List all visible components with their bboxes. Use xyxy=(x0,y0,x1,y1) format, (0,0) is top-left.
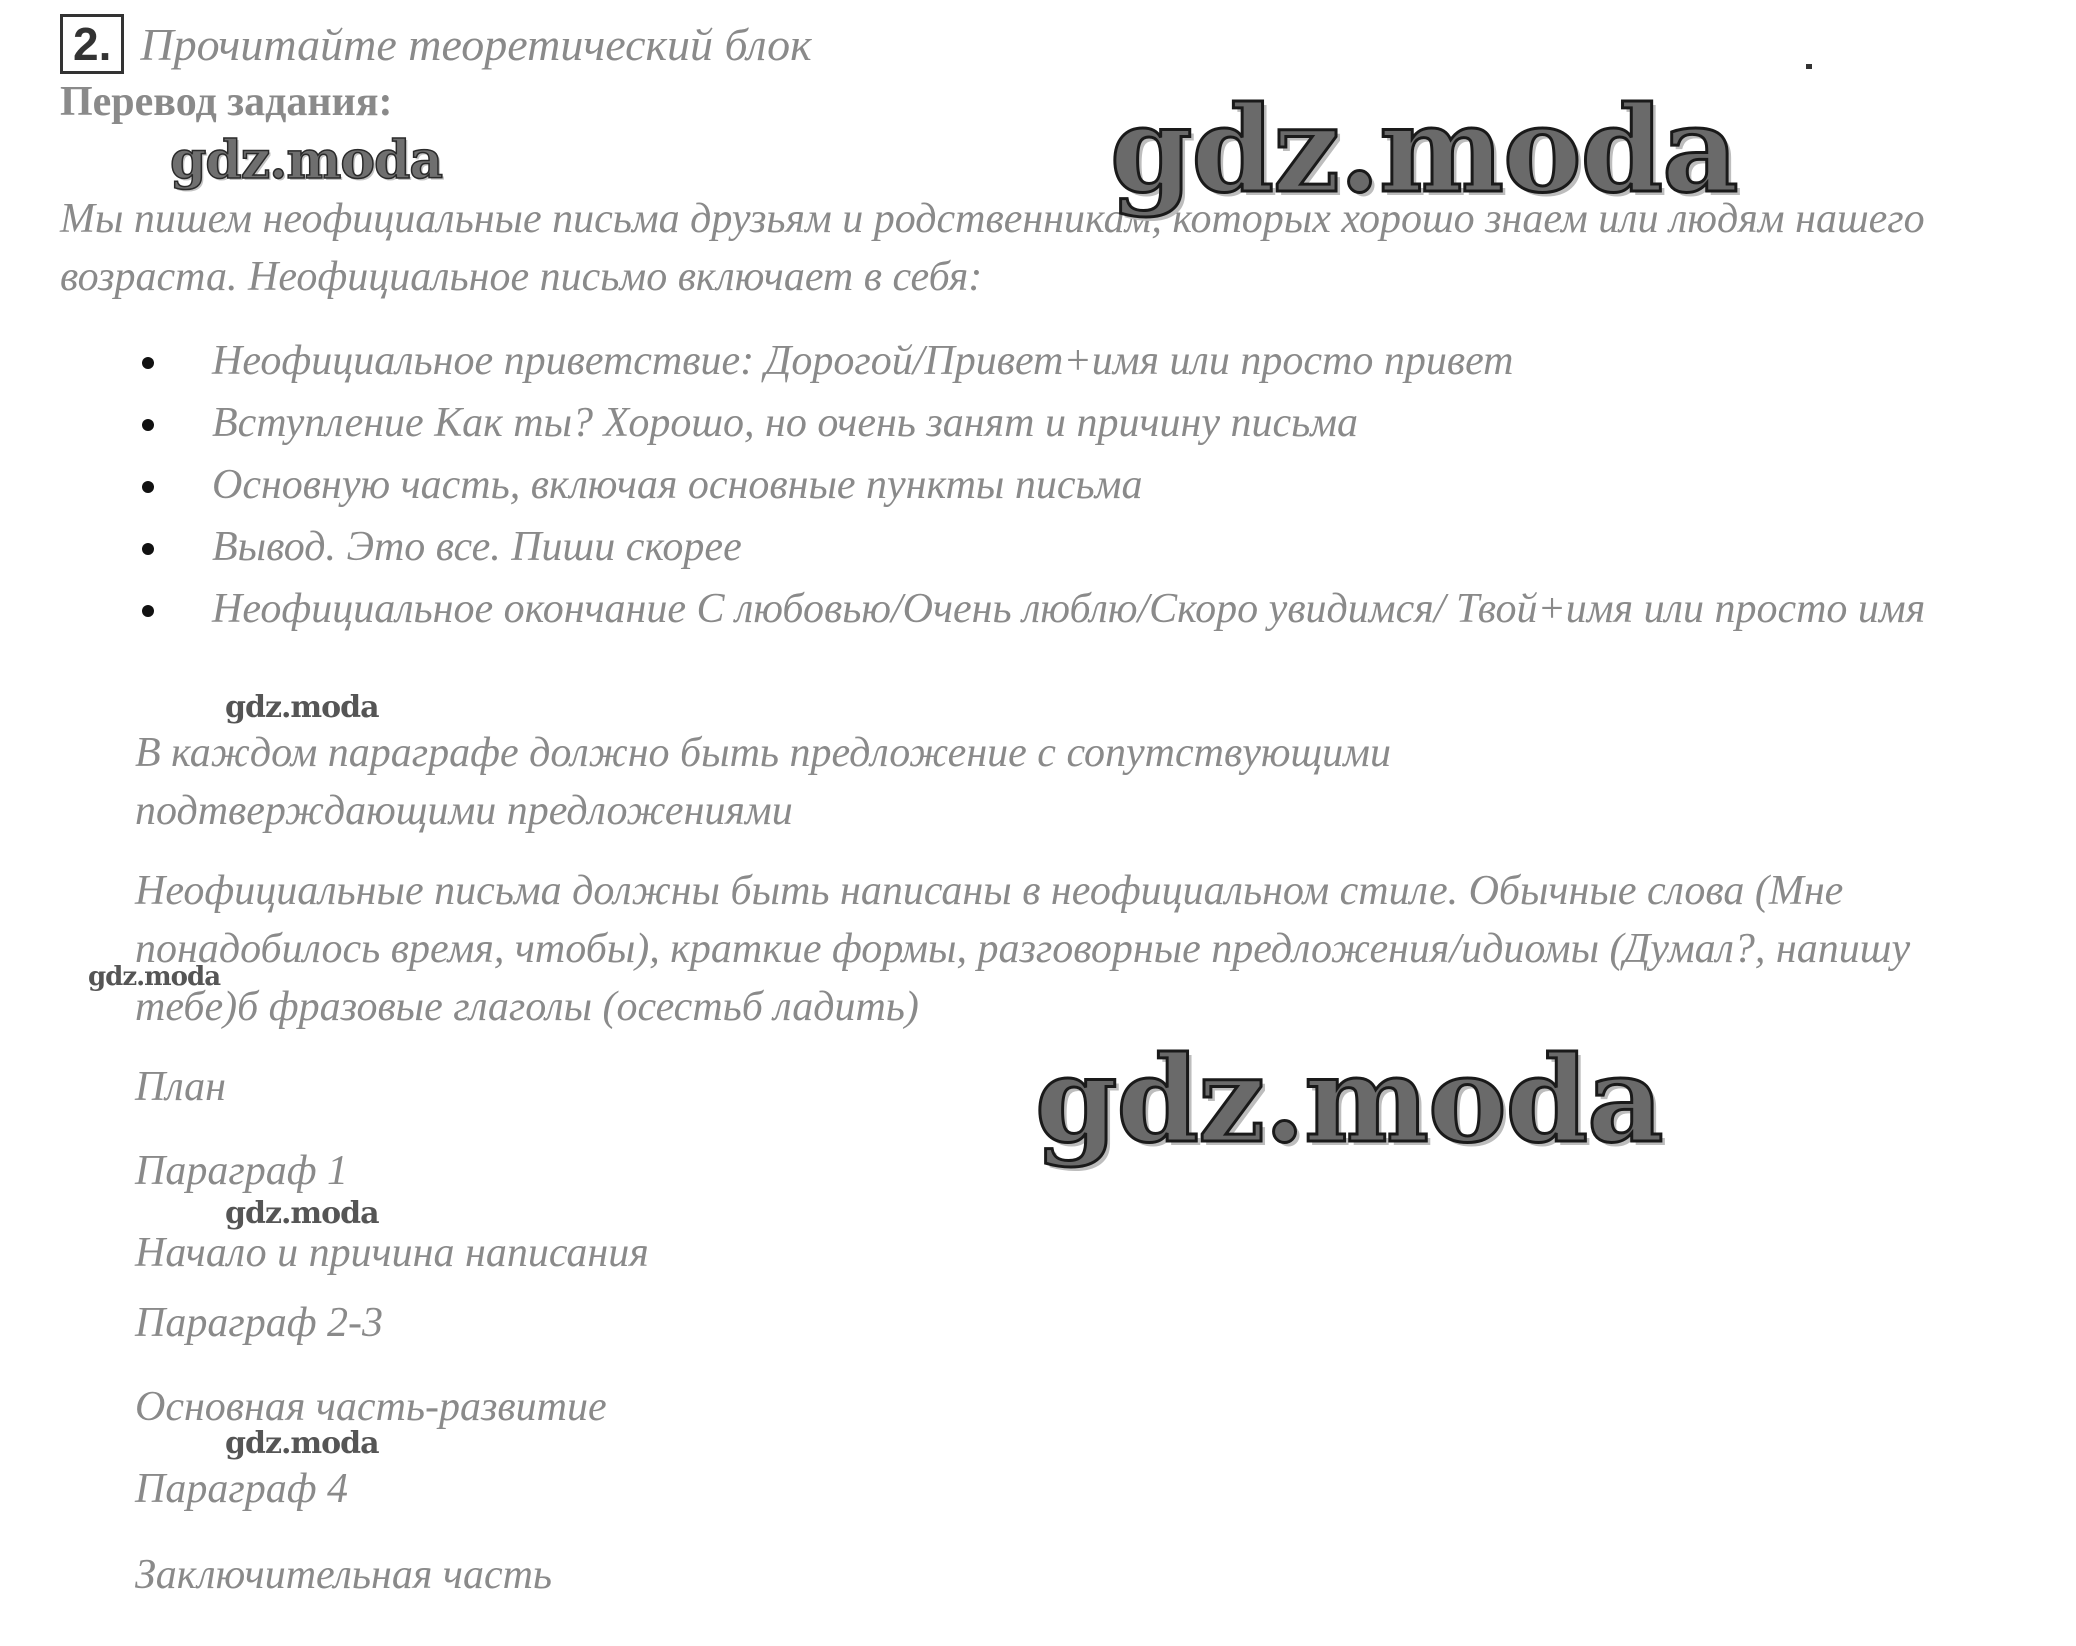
bullet-icon xyxy=(142,419,154,431)
task-instruction: Прочитайте теоретический блок xyxy=(140,18,812,70)
list-item-text: Вывод. Это все. Пиши скорее xyxy=(212,524,742,570)
watermark: gdz.moda xyxy=(1035,1030,1663,1169)
style-note: Неофициальные письма должны быть написаны в неофициальном стиле. Обычные слова (Мне понадобилось время, чтобы), краткие формы, разговорные предложения/идиомы (Думал?, напишу тебе)б фразовые глаголы (осестьб ладить) xyxy=(135,868,1911,1030)
plan-paragraph-1-desc: Начало и причина написания xyxy=(135,1230,649,1276)
list-item-text: Основную часть, включая основные пункты письма xyxy=(212,462,1143,508)
watermark: gdz.moda xyxy=(1110,80,1738,219)
watermark: gdz.moda xyxy=(170,130,443,191)
plan-paragraph-1: Параграф 1 xyxy=(135,1148,349,1194)
plan-paragraph-2-3: Параграф 2-3 xyxy=(135,1300,384,1346)
watermark: gdz.moda xyxy=(88,962,221,992)
intro-paragraph: Мы пишем неофициальные письма друзьям и родственникам, которых хорошо знаем или людям нашего возраста. Неофициальное письмо включает в себя: xyxy=(60,196,1925,300)
translation-heading: Перевод задания: xyxy=(60,79,393,125)
list-item-text: Неофициальное окончание С любовью/Очень люблю/Скоро увидимся/ Твой+имя или просто имя xyxy=(212,586,1926,632)
list-item-text: Вступление Как ты? Хорошо, но очень занят и причину письма xyxy=(212,400,1359,446)
bullet-icon xyxy=(142,357,154,369)
scan-speck xyxy=(1806,64,1812,69)
list-item xyxy=(130,518,2030,576)
plan-title: План xyxy=(135,1064,226,1110)
task-number: 2. xyxy=(60,14,124,74)
list-item xyxy=(130,580,2030,638)
plan-paragraph-4: Параграф 4 xyxy=(135,1466,349,1512)
list-item xyxy=(130,394,2030,452)
bullet-icon xyxy=(142,605,154,617)
list-item xyxy=(130,332,2030,390)
paragraph-note: В каждом параграфе должно быть предложение с сопутствующими подтверждающими предложениями xyxy=(135,730,1391,834)
watermark: gdz.moda xyxy=(225,1426,379,1461)
list-item-text: Неофициальное приветствие: Дорогой/Привет+имя или просто привет xyxy=(212,338,1514,384)
bullet-list xyxy=(130,332,2030,642)
plan-paragraph-2-3-desc: Основная часть-развитие xyxy=(135,1384,607,1430)
bullet-icon xyxy=(142,481,154,493)
plan-paragraph-4-desc: Заключительная часть xyxy=(135,1552,553,1598)
watermark: gdz.moda xyxy=(225,690,379,725)
watermark: gdz.moda xyxy=(225,1196,379,1231)
bullet-icon xyxy=(142,543,154,555)
task-header xyxy=(60,14,812,74)
list-item xyxy=(130,456,2030,514)
